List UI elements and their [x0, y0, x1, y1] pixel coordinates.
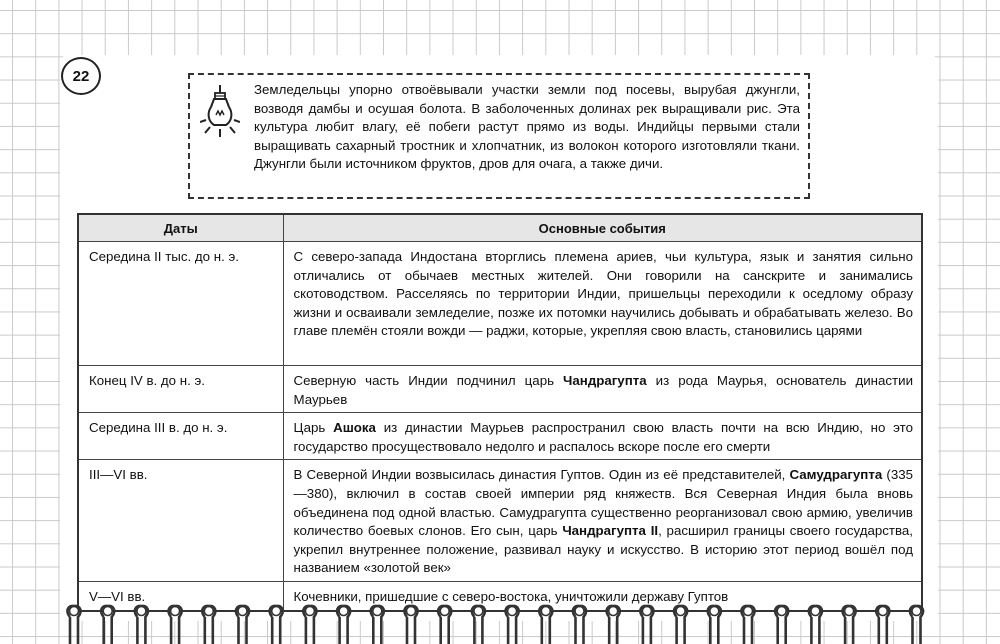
spiral-ring	[438, 606, 451, 644]
info-text: Земледельцы упорно отвоёвывали участки земли под посевы, вырубая джунгли, возводя дамбы и осушая болота. В заболоченных долинах рек выращивали рис. Эта культура любит влагу, её побеги растут прямо из воды. Индийцы первыми стали выращивать сахарный тростник и хлопчатник, из волокон которого изготовляли ткани. Джунгли были источником фруктов, дров для очага, а также дичи.	[254, 82, 800, 172]
spiral-ring	[236, 606, 249, 644]
event-cell	[283, 366, 922, 413]
spiral-ring	[67, 606, 80, 644]
event-cell	[283, 413, 922, 460]
spiral-ring	[506, 606, 519, 644]
spiral-ring	[775, 606, 788, 644]
spiral-ring	[843, 606, 856, 644]
event-text: Царь	[293, 420, 334, 436]
table-row	[78, 460, 922, 582]
spiral-ring	[101, 606, 114, 644]
spiral-ring	[573, 606, 586, 644]
header-dates: Даты	[78, 214, 283, 242]
table-row	[78, 366, 922, 413]
spiral-ring	[169, 606, 182, 644]
spiral-ring	[270, 606, 283, 644]
spiral-ring	[809, 606, 822, 644]
lightbulb-icon	[200, 85, 240, 143]
event-text: , расширил границы своего государства, укрепил внутреннее положение, развивал науку и искусство. В историю этот период вошёл под названием «золотой век»	[293, 523, 913, 576]
page-number	[61, 57, 101, 95]
event-text: (335—380), включил в состав своей империи ряд княжеств. Вся Северная Индия была вновь объединена под одной властью. Самудрагупта существенно реорганизовал свою армию, увеличив количество боевых слонов. Его сын, царь	[293, 467, 914, 539]
event-cell	[283, 242, 922, 366]
event-text: В Северной Индии возвысилась династия Гуптов. Один из её представителей,	[293, 467, 790, 483]
ruler-name: Ашока	[333, 420, 376, 436]
event-text: Кочевники, пришедшие с северо-востока, уничтожили державу Гуптов	[293, 588, 729, 604]
spiral-ring	[472, 606, 485, 644]
date-cell: V—VI вв.	[78, 581, 283, 610]
spiral-ring	[674, 606, 687, 644]
date-cell: Середина III в. до н. э.	[78, 413, 283, 460]
spiral-ring	[337, 606, 350, 644]
date-cell: Конец IV в. до н. э.	[78, 366, 283, 413]
spiral-ring	[404, 606, 417, 644]
event-text: Северную часть Индии подчинил царь	[293, 373, 564, 388]
spiral-ring	[371, 606, 384, 644]
spiral-ring	[708, 606, 721, 644]
table-header-row	[78, 214, 922, 242]
event-cell	[283, 460, 922, 582]
header-events: Основные события	[283, 214, 922, 242]
spiral-ring	[910, 606, 923, 644]
spiral-ring	[135, 606, 148, 644]
table-row	[78, 242, 922, 366]
event-text: из рода Маурья, основатель династии Маурьев	[293, 373, 914, 407]
spiral-ring	[539, 606, 552, 644]
table-row	[78, 413, 922, 460]
spiral-ring	[607, 606, 620, 644]
event-text: С северо-запада Индостана вторглись племена ариев, чьи культура, язык и занятия сильно отличались от обычаев местных жителей. Они говорили на санскрите и занимались скотоводством. Расселяясь по территории Индии, пришельцы переходили к оседлому образу жизни и осваивали земледелие, позже их потомки научились добывать и обрабатывать железо. Во главе племён стояли вожди — раджи, которые, укрепляя свою власть, становились царями	[293, 249, 913, 339]
spiral-ring	[202, 606, 215, 644]
spiral-ring	[741, 606, 754, 644]
ruler-name: Самудрагупта	[789, 467, 883, 483]
date-cell: III—VI вв.	[78, 460, 283, 582]
date-cell: Середина II тыс. до н. э.	[78, 242, 283, 366]
event-text: из династии Маурьев распространил свою власть почти на всю Индию, но это государство просуществовало недолго и распалось вскоре после его смерти	[293, 420, 913, 454]
ruler-name: Чандрагупта	[563, 373, 647, 388]
spiral-ring	[640, 606, 653, 644]
spiral-ring	[876, 606, 889, 644]
events-table	[77, 213, 923, 612]
spiral-ring	[303, 606, 316, 644]
info-box	[188, 73, 810, 199]
ruler-name: Чандрагупта II	[562, 523, 659, 539]
page-number-label: 22	[72, 67, 90, 85]
notebook-spiral-binding-icon	[60, 603, 938, 644]
